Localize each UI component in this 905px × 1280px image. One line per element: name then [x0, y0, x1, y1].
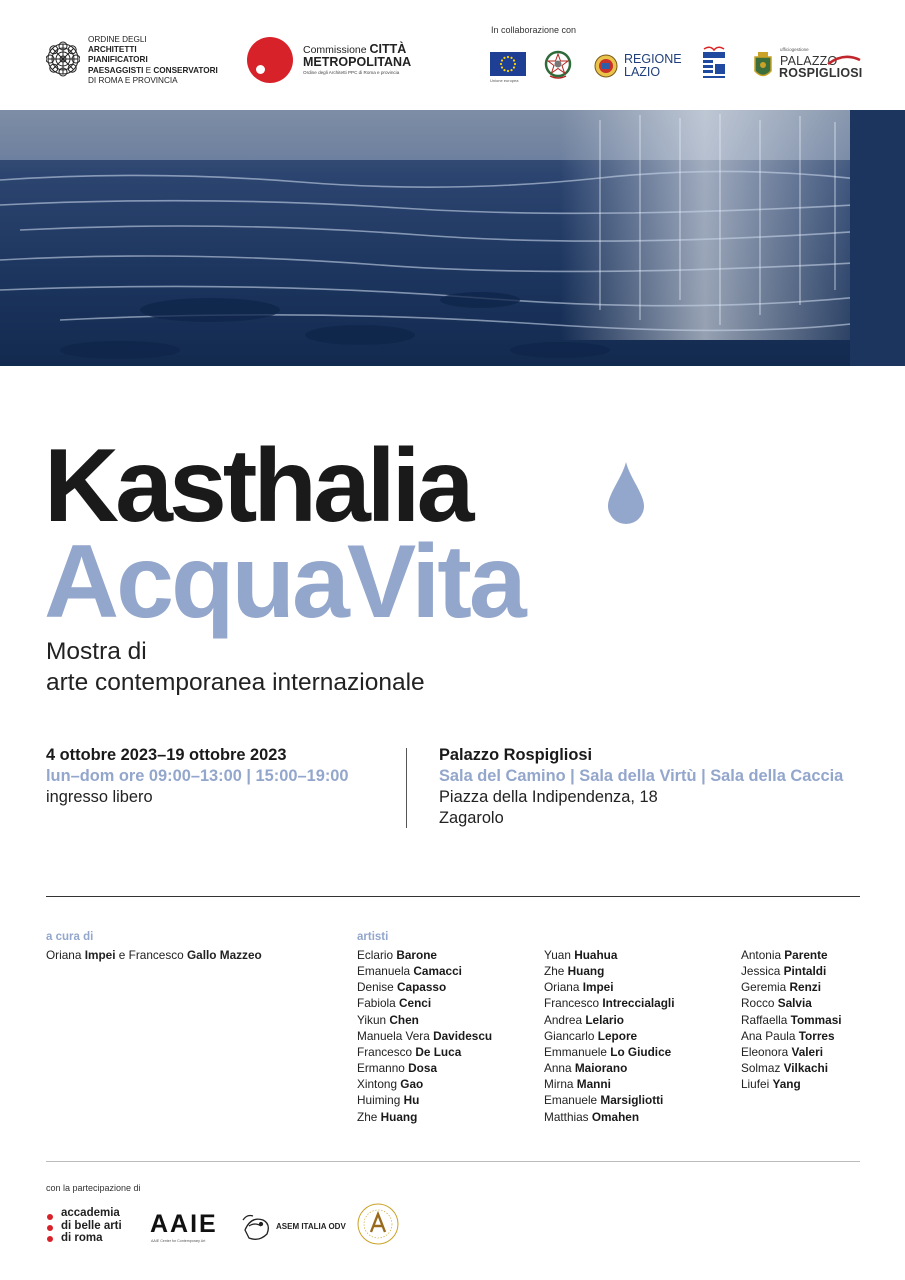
artist-name: Zhe Huang [357, 1109, 418, 1124]
accademia-line1: accademia [61, 1207, 120, 1219]
ordine-line3: PIANIFICATORI [88, 55, 148, 65]
collaboration-label: In collaborazione con [491, 25, 577, 35]
artist-name: Huiming Hu [357, 1093, 420, 1108]
ordine-text [88, 35, 228, 86]
eu-caption: Unione europea [490, 78, 519, 83]
ordine-line5: DI ROMA E PROVINCIA [88, 75, 178, 85]
artist-name: Rocco Salvia [741, 996, 812, 1011]
eu-flag-logo [490, 52, 526, 76]
artist-name: Eleonora Valeri [741, 1044, 823, 1059]
accademia-dots-icon [46, 1213, 54, 1243]
artist-name: Anna Maiorano [544, 1061, 628, 1076]
ordine-line1: ORDINE DEGLI [88, 35, 147, 44]
eu-stars-icon [490, 52, 526, 76]
exhibition-subtitle: AcquaVita [44, 524, 524, 640]
aaie-logo: AAIE [150, 1210, 218, 1238]
venue-city: Zagarolo [439, 809, 504, 827]
regione-line2: LAZIO [624, 65, 661, 79]
curators-label: a cura di [46, 931, 94, 943]
artist-name: Eclario Barone [357, 948, 437, 962]
ordine-line4: PAESAGGISTI E CONSERVATORI [88, 65, 218, 75]
exhibition-description [46, 636, 425, 698]
artists-label: artisti [357, 931, 389, 943]
artist-name: Francesco Intreccialagli [544, 996, 675, 1011]
participation-label: con la partecipazione di [46, 1183, 141, 1193]
exhibition-dates: 4 ottobre 2023–19 ottobre 2023 [46, 746, 287, 764]
artists-column-3 [741, 947, 842, 1092]
artist-name: Zhe Huang [544, 964, 605, 979]
dates-info [46, 745, 349, 808]
artist-name: Yikun Chen [357, 1012, 419, 1027]
artist-name: Liufei Yang [741, 1077, 801, 1092]
venue-name: Palazzo Rospigliosi [439, 746, 593, 764]
accademia-logo-text [61, 1207, 122, 1245]
commissione-subline: Ordine degli Architetti PPC di Roma e provincia [303, 70, 400, 75]
venue-address: Piazza della Indipendenza, 18 [439, 788, 658, 806]
description-line2: arte contemporanea internazionale [46, 669, 425, 696]
artist-name: Jessica Pintaldi [741, 964, 827, 979]
water-surface-image [0, 110, 905, 366]
asem-logo-text: ASEM ITALIA ODV [276, 1222, 346, 1231]
artist-name: Oriana Impei [544, 980, 614, 995]
italian-republic-emblem [544, 50, 572, 80]
artist-name: Antonia Parente [741, 948, 828, 962]
commissione-line1: Commissione CITTÀ [303, 42, 407, 56]
artists-column-2 [544, 947, 674, 1125]
water-drop-icon [606, 460, 646, 526]
asiart-seal-logo [356, 1202, 400, 1246]
venue-info [439, 745, 843, 829]
footer-divider [46, 1161, 860, 1162]
artist-name: Giancarlo Lepore [544, 1028, 638, 1043]
commissione-line2: METROPOLITANA [303, 55, 412, 69]
curators-names: Oriana Impei e Francesco Gallo Mazzeo [46, 948, 262, 962]
artist-name: Manuela Vera Davidescu [357, 1028, 493, 1043]
artist-name: Fabiola Cenci [357, 996, 432, 1011]
artist-name: Emanuele Marsigliotti [544, 1093, 664, 1108]
palazzo-rospigliosi-emblem [752, 51, 774, 81]
entry-info: ingresso libero [46, 788, 153, 806]
info-divider [406, 748, 407, 828]
ordine-architetti-logo [46, 38, 80, 80]
palazzo-line1: PALAZZO [780, 54, 838, 68]
description-line1: Mostra di [46, 638, 147, 665]
artists-column-1 [357, 947, 492, 1125]
artist-name: Andrea Lelario [544, 1012, 625, 1027]
artist-name: Matthias Omahen [544, 1109, 640, 1124]
section-divider [46, 896, 860, 897]
artist-name: Raffaella Tommasi [741, 1012, 842, 1027]
artist-name: Mirna Manni [544, 1077, 611, 1092]
opening-hours: lun–dom ore 09:00–13:00 | 15:00–19:00 [46, 767, 349, 785]
ordine-line2: ARCHITETTI [88, 45, 137, 55]
palazzo-line2: ROSPIGLIOSI [779, 66, 863, 80]
regione-lazio-text [624, 53, 682, 79]
accademia-line3: di roma [61, 1232, 103, 1244]
artist-name: Ana Paula Torres [741, 1028, 835, 1043]
artist-name: Francesco De Luca [357, 1044, 462, 1059]
aaie-subtitle: AAIE Center for Contemporary Art [151, 1239, 206, 1243]
commissione-text [303, 43, 411, 76]
artist-name: Xintong Gao [357, 1077, 424, 1092]
artist-name: Yuan Huahua [544, 948, 618, 962]
artist-name: Ermanno Dosa [357, 1061, 438, 1076]
asem-fish-icon [241, 1210, 273, 1244]
palazzo-swoosh-icon [826, 54, 862, 66]
commissione-logo-dot [256, 65, 265, 74]
palazzo-small-label: ufficiogestione [780, 47, 809, 52]
regione-lazio-emblem [594, 54, 618, 78]
artist-name: Emmanuele Lo Giudice [544, 1044, 672, 1059]
regione-line1: REGIONE [624, 52, 682, 66]
venue-rooms: Sala del Camino | Sala della Virtù | Sala della Caccia [439, 767, 844, 785]
artist-name: Geremia Renzi [741, 980, 821, 995]
fesr-por-logo [700, 46, 728, 82]
accademia-line2: di belle arti [61, 1219, 122, 1232]
artist-name: Emanuela Camacci [357, 964, 462, 979]
artist-name: Solmaz Vilkachi [741, 1061, 829, 1076]
exhibition-title: Kasthalia [44, 428, 471, 544]
artist-name: Denise Capasso [357, 980, 447, 995]
commissione-logo-circle [247, 37, 293, 83]
